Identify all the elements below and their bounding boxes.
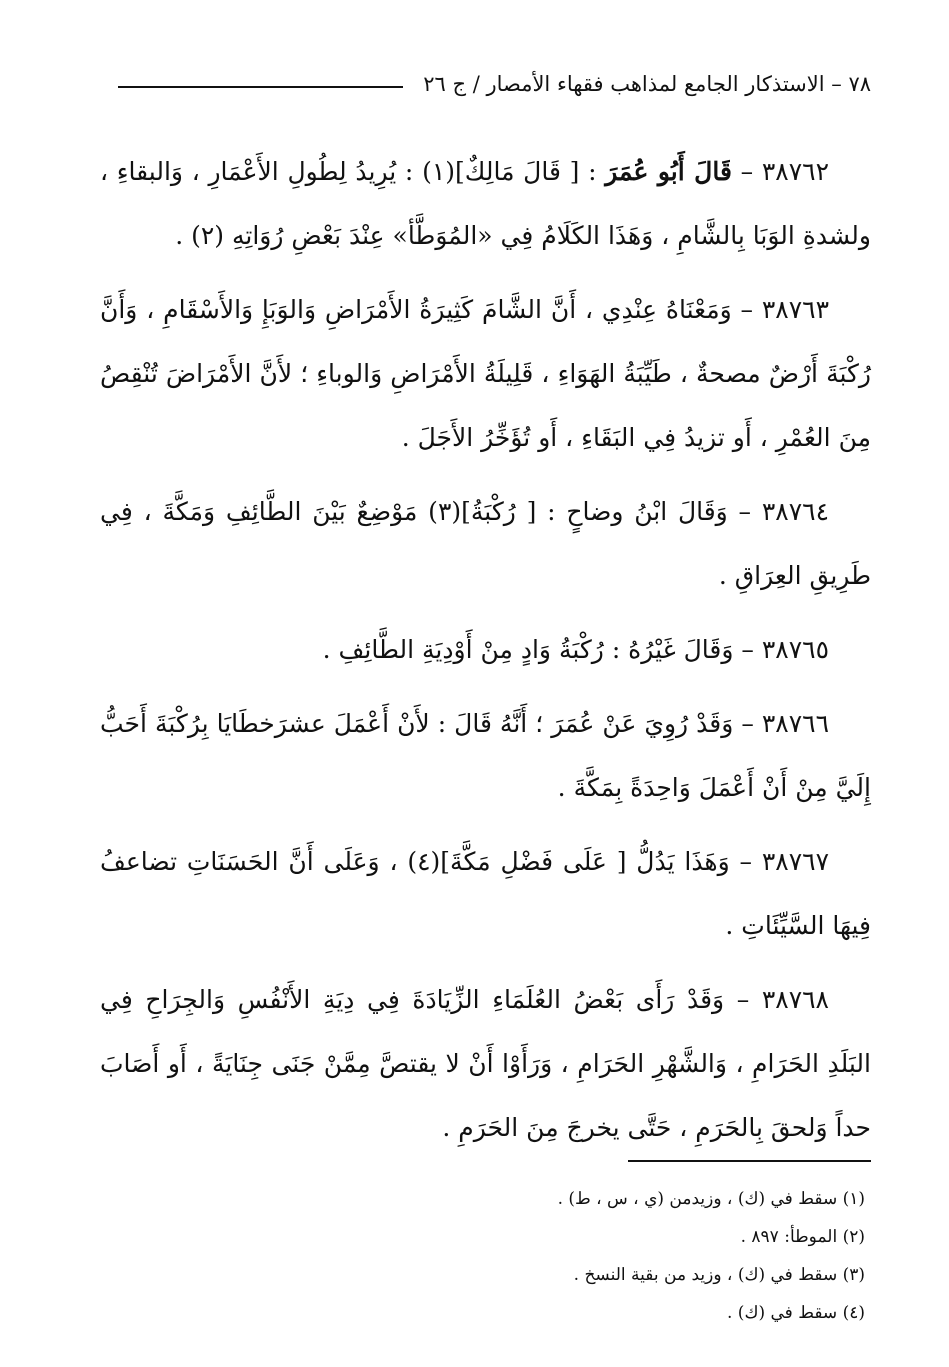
paragraph-text: وَقَدْ رُوِيَ عَنْ عُمَرَ ؛ أَنَّهُ قَالَ : لأَنْ أَعْمَلَ عشرَخطَايَا بِرُكْبَةَ أَحَبُّ إِلَيَّ مِنْ أَنْ أَعْمَلَ وَاحِدَةً بِمَكَّةَ . [100,709,871,802]
paragraph-text: وَمَعْنَاهُ عِنْدِي ، أَنَّ الشَّامَ كَثِيرَةُ الأَمْرَاضِ وَالوَبَإِ وَالأَسْقَامِ ، وَأَنَّ رُكْبَةَ أَرْضٌ مصحةٌ ، طَيِّبَةُ الهَوَاءِ ، قَلِيلَةُ الأَمْرَاضِ وَالوباءِ ؛ لأَنَّ الأَمْرَاضَ تُنْقِصُ مِنَ العُمْرِ ، أَو تزيدُ فِي البَقَاءِ ، أَو تُؤَخِّرُ الأَجَلَ . [100,295,871,452]
paragraph-38767: ٣٨٧٦٧ – وَهَذَا يَدُلُّ [ عَلَى فَضْلِ مَكَّةَ](٤) ، وَعَلَى أَنَّ الحَسَنَاتِ تضاعفُ فِيهَا السَّيِّئَاتِ . [100,847,871,940]
footnote-1: (١) سقط في (ك) ، وزيدمن (ي ، س ، ط) . [557,1189,865,1209]
paragraph-38765: ٣٨٧٦٥ – وَقَالَ غَيْرُهُ : رُكْبَةُ وَادٍ مِنْ أَوْدِيَةِ الطَّائِفِ . [322,635,829,664]
body-text [100,140,871,1170]
paragraph-38763: ٣٨٧٦٣ – وَمَعْنَاهُ عِنْدِي ، أَنَّ الشَّامَ كَثِيرَةُ الأَمْرَاضِ وَالوَبَإِ وَالأَسْقَامِ ، وَأَنَّ رُكْبَةَ أَرْضٌ مصحةٌ ، طَيِّبَةُ الهَوَاءِ ، قَلِيلَةُ الأَمْرَاضِ وَالوباءِ ؛ لأَنَّ الأَمْرَاضَ تُنْقِصُ مِنَ العُمْرِ ، أَو تزيدُ فِي البَقَاءِ ، أَو تُؤَخِّرُ الأَجَلَ . [100,295,871,452]
paragraph-text: : [ قَالَ مَالِكٌ](١) : يُرِيدُ لِطُولِ الأَعْمَارِ ، وَالبقاءِ ، ولشدةِ الوَبَا بِالشَّامِ ، وَهَذَا الكَلَامُ فِي «المُوَطَّأ» عِنْدَ بَعْضِ رُوَاتِهِ (٢) . [100,157,871,250]
paragraph-38766: ٣٨٧٦٦ – وَقَدْ رُوِيَ عَنْ عُمَرَ ؛ أَنَّهُ قَالَ : لأَنْ أَعْمَلَ عشرَخطَايَا بِرُكْبَةَ أَحَبُّ إِلَيَّ مِنْ أَنْ أَعْمَلَ وَاحِدَةً بِمَكَّةَ . [100,709,871,802]
page-header [118,64,871,104]
paragraph-number: ٣٨٧٦٢ [761,157,829,186]
paragraph-text: وَقَالَ غَيْرُهُ : رُكْبَةُ وَادٍ مِنْ أَوْدِيَةِ الطَّائِفِ . [322,635,734,664]
paragraph-text: وَقَدْ رَأَى بَعْضُ العُلَمَاءِ الزِّيَادَةَ فِي دِيَةِ الأَنْفُسِ وَالجِرَاحِ فِي البَلَدِ الحَرَامِ ، وَالشَّهْرِ الحَرَامِ ، وَرَأَوْا أَنْ لا يقتصَّ مِمَّنْ جَنَى جِنَايَةً ، أَو أَصَابَ حداً وَلحقَ بِالحَرَمِ ، حَتَّى يخرجَ مِنَ الحَرَمِ . [100,985,871,1142]
paragraph-number: ٣٨٧٦٧ [761,847,829,876]
paragraph-38762: ٣٨٧٦٢ – قَالَ أَبُو عُمَرَ : [ قَالَ مَالِكٌ](١) : يُرِيدُ لِطُولِ الأَعْمَارِ ، وَالبقاءِ ، ولشدةِ الوَبَا بِالشَّامِ ، وَهَذَا الكَلَامُ فِي «المُوَطَّأ» عِنْدَ بَعْضِ رُوَاتِهِ (٢) . [100,157,871,250]
running-header: ٧٨ – الاستذكار الجامع لمذاهب فقهاء الأمصار / ج ٢٦ [423,72,871,96]
paragraph-text: وَهَذَا يَدُلُّ [ عَلَى فَضْلِ مَكَّةَ](٤) ، وَعَلَى أَنَّ الحَسَنَاتِ تضاعفُ فِيهَا السَّيِّئَاتِ . [100,847,871,940]
paragraph-number: ٣٨٧٦٣ [761,295,829,324]
speaker-label: قَالَ أَبُو عُمَرَ [605,157,732,186]
paragraph-number: ٣٨٧٦٦ [761,709,829,738]
paragraph-38768: ٣٨٧٦٨ – وَقَدْ رَأَى بَعْضُ العُلَمَاءِ الزِّيَادَةَ فِي دِيَةِ الأَنْفُسِ وَالجِرَاحِ فِي البَلَدِ الحَرَامِ ، وَالشَّهْرِ الحَرَامِ ، وَرَأَوْا أَنْ لا يقتصَّ مِمَّنْ جَنَى جِنَايَةً ، أَو أَصَابَ حداً وَلحقَ بِالحَرَمِ ، حَتَّى يخرجَ مِنَ الحَرَمِ . [100,985,871,1142]
footnotes [100,1180,865,1332]
footnote-rule [628,1160,871,1162]
paragraph-number: ٣٨٧٦٤ [761,497,829,526]
paragraph-text: وَقَالَ ابْنُ وضاحٍ : [ رُكْبَةُ](٣) مَوْضِعٌ بَيْنَ الطَّائِفِ وَمَكَّةَ ، فِي طَرِيقِ العِرَاقِ . [100,497,871,590]
paragraph-number: ٣٨٧٦٨ [761,985,829,1014]
footnote-4: (٤) سقط في (ك) . [727,1303,865,1323]
header-rule [118,86,403,88]
footnote-3: (٣) سقط في (ك) ، وزيد من بقية النسخ . [573,1265,865,1285]
paragraph-number: ٣٨٧٦٥ [761,635,829,664]
paragraph-38764: ٣٨٧٦٤ – وَقَالَ ابْنُ وضاحٍ : [ رُكْبَةُ](٣) مَوْضِعٌ بَيْنَ الطَّائِفِ وَمَكَّةَ ، فِي طَرِيقِ العِرَاقِ . [100,497,871,590]
footnote-2: (٢) الموطأ: ٨٩٧ . [740,1227,865,1247]
